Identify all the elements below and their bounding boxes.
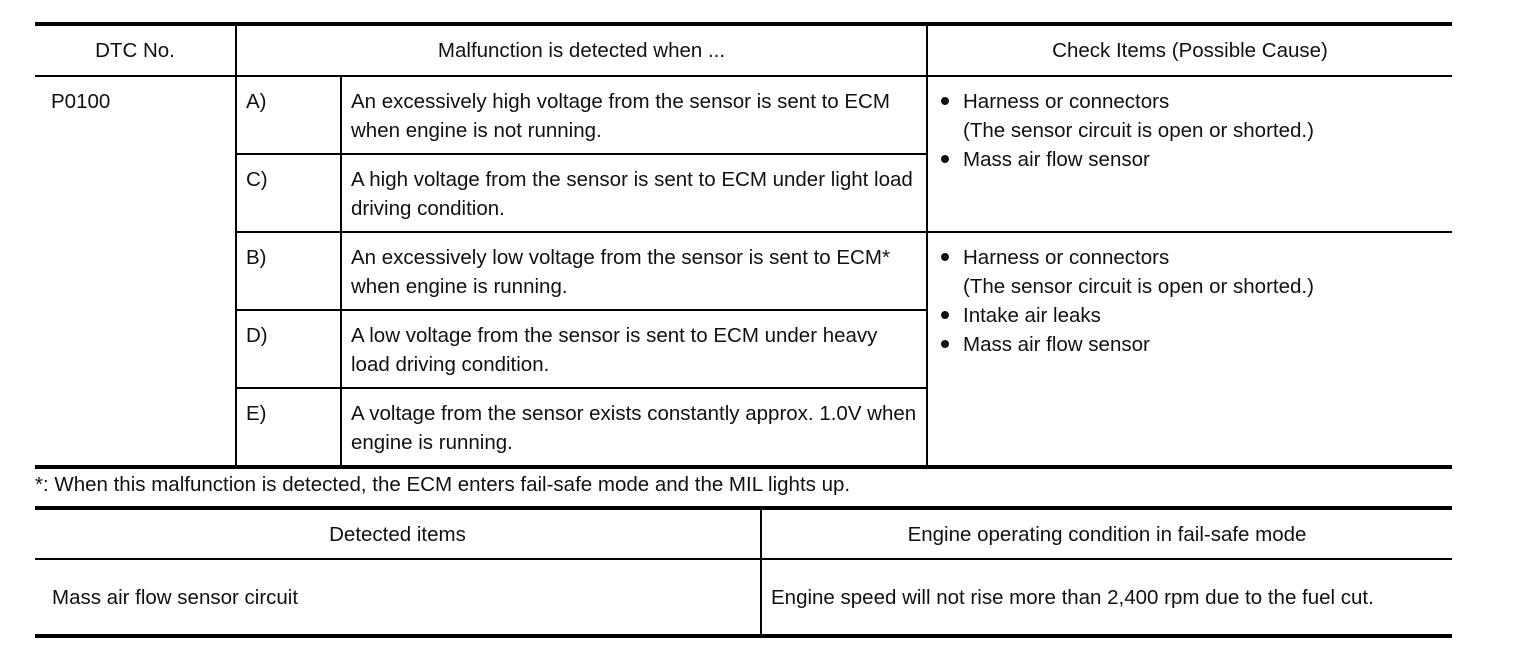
cause-item	[938, 145, 1444, 174]
cause-main: Mass air flow sensor	[963, 333, 1150, 356]
condition-text: A low voltage from the sensor is sent to ECM under heavy load driving condition.	[341, 310, 927, 388]
table-row	[35, 559, 1452, 636]
header-malfunction: Malfunction is detected when ...	[236, 24, 927, 76]
cause-item	[938, 330, 1444, 359]
header-dtc-no: DTC No.	[35, 24, 236, 76]
cause-main: Mass air flow sensor	[963, 148, 1150, 171]
cause-group-1	[927, 76, 1452, 232]
condition-letter: C)	[236, 154, 341, 232]
dtc-code: P0100	[35, 76, 236, 467]
header-check-items: Check Items (Possible Cause)	[927, 24, 1452, 76]
condition-text: A voltage from the sensor exists constantly approx. 1.0V when engine is running.	[341, 388, 927, 467]
dtc-table	[35, 22, 1452, 469]
cause-item	[938, 87, 1444, 145]
detected-item: Mass air flow sensor circuit	[35, 559, 761, 636]
header-engine-condition: Engine operating condition in fail-safe mode	[761, 508, 1452, 559]
cause-sub: (The sensor circuit is open or shorted.)	[963, 275, 1314, 298]
condition-text: An excessively high voltage from the sensor is sent to ECM when engine is not running.	[341, 76, 927, 154]
engine-condition: Engine speed will not rise more than 2,400 rpm due to the fuel cut.	[771, 585, 1374, 609]
cause-item	[938, 243, 1444, 301]
cause-main: Intake air leaks	[963, 304, 1101, 327]
cause-main: Harness or connectors	[963, 246, 1170, 269]
cause-item	[938, 301, 1444, 330]
condition-letter: A)	[236, 76, 341, 154]
table-row	[35, 76, 1452, 154]
condition-text: An excessively low voltage from the sensor is sent to ECM* when engine is running.	[341, 232, 927, 310]
fail-safe-header-row	[35, 508, 1452, 559]
cause-group-2	[927, 232, 1452, 467]
condition-text: A high voltage from the sensor is sent to ECM under light load driving condition.	[341, 154, 927, 232]
cause-main: Harness or connectors	[963, 90, 1170, 113]
condition-letter: B)	[236, 232, 341, 310]
condition-letter: E)	[236, 388, 341, 467]
footnote: *: When this malfunction is detected, the ECM enters fail-safe mode and the MIL lights up.	[35, 473, 851, 496]
table-row	[35, 232, 1452, 310]
fail-safe-table	[35, 506, 1452, 638]
condition-letter: D)	[236, 310, 341, 388]
dtc-header-row	[35, 24, 1452, 76]
cause-sub: (The sensor circuit is open or shorted.)	[963, 119, 1314, 142]
header-detected-items: Detected items	[35, 508, 761, 559]
